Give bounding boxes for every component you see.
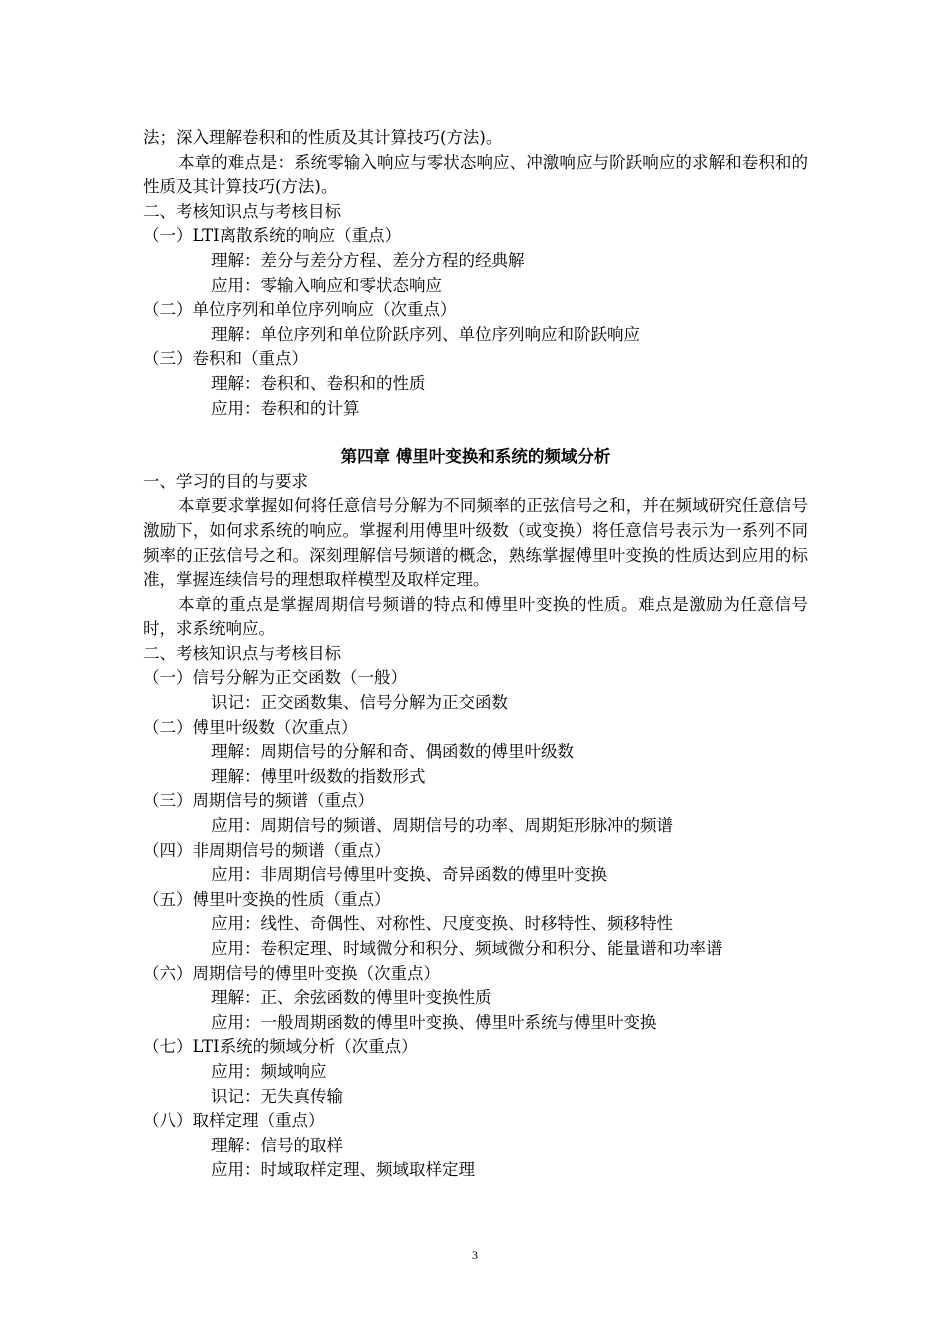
item-title: （二）傅里叶级数（次重点） xyxy=(143,717,358,737)
item-title: （八）取样定理（重点） xyxy=(143,1111,325,1131)
difficulty-paragraph: 本章的难点是：系统零输入响应与零状态响应、冲激响应与阶跃响应的求解和卷积和的性质及其计算技巧(方法)。 xyxy=(143,152,808,197)
goal-title: 一、学习的目的与要求 xyxy=(143,471,308,491)
item-sub: 应用：卷积定理、时域微分和积分、频域微分和积分、能量谱和功率谱 xyxy=(211,939,723,958)
item-sub: 应用：周期信号的频谱、周期信号的功率、周期矩形脉冲的频谱 xyxy=(211,816,673,836)
item-sub: 应用：频域响应 xyxy=(211,1061,327,1081)
item-sub: 理解：卷积和、卷积和的性质 xyxy=(211,373,426,393)
item-title: （四）非周期信号的频谱（重点） xyxy=(143,840,391,860)
item-sub: 应用：非周期信号傅里叶变换、奇异函数的傅里叶变换 xyxy=(211,865,607,885)
item-sub: 应用：线性、奇偶性、对称性、尺度变换、时移特性、频移特性 xyxy=(211,914,673,934)
item-sub: 理解：傅里叶级数的指数形式 xyxy=(211,766,426,786)
item-title: （一）LTI离散系统的响应（重点） xyxy=(143,226,402,246)
chapter-heading: 第四章 傅里叶变换和系统的频域分析 xyxy=(340,447,611,467)
assess-title: 二、考核知识点与考核目标 xyxy=(143,201,341,221)
item-title: （三）卷积和（重点） xyxy=(143,349,308,369)
item-sub: 应用：零输入响应和零状态响应 xyxy=(211,275,442,295)
item-title: （七）LTI系统的频域分析（次重点） xyxy=(143,1037,418,1057)
item-title: （六）周期信号的傅里叶变换（次重点） xyxy=(143,963,440,983)
key-paragraph: 本章的重点是掌握周期信号频谱的特点和傅里叶变换的性质。难点是激励为任意信号时，求系统响应。 xyxy=(143,594,808,639)
item-sub: 理解：信号的取样 xyxy=(211,1135,343,1155)
item-title: （五）傅里叶变换的性质（重点） xyxy=(143,889,391,909)
item-sub: 应用：卷积和的计算 xyxy=(211,398,360,418)
document-body xyxy=(143,126,808,1183)
item-sub: 理解：单位序列和单位阶跃序列、单位序列响应和阶跃响应 xyxy=(211,324,640,344)
item-sub: 应用：时域取样定理、频域取样定理 xyxy=(211,1160,475,1180)
text-line: 法；深入理解卷积和的性质及其计算技巧(方法)。 xyxy=(143,128,503,147)
page-number: 3 xyxy=(472,1248,478,1262)
item-sub: 理解：正、余弦函数的傅里叶变换性质 xyxy=(211,988,492,1008)
item-sub: 理解：差分与差分方程、差分方程的经典解 xyxy=(211,250,525,270)
item-sub: 理解：周期信号的分解和奇、偶函数的傅里叶级数 xyxy=(211,742,574,762)
item-title: （一）信号分解为正交函数（一般） xyxy=(143,668,407,688)
goal-paragraph: 本章要求掌握如何将任意信号分解为不同频率的正弦信号之和，并在频域研究任意信号激励下，如何求系统的响应。掌握利用傅里叶级数（或变换）将任意信号表示为一系列不同频率的正弦信号之和。深刻理解信号频谱的概念，熟练掌握傅里叶变换的性质达到应用的标准，掌握连续信号的理想取样模型及取样定理。 xyxy=(143,496,808,590)
item-sub: 识记：无失真传输 xyxy=(211,1086,343,1106)
item-title: （三）周期信号的频谱（重点） xyxy=(143,791,374,811)
item-sub: 识记：正交函数集、信号分解为正交函数 xyxy=(211,693,508,713)
assess-title: 二、考核知识点与考核目标 xyxy=(143,643,341,663)
item-title: （二）单位序列和单位序列响应（次重点） xyxy=(143,300,457,320)
item-sub: 应用：一般周期函数的傅里叶变换、傅里叶系统与傅里叶变换 xyxy=(211,1012,657,1032)
